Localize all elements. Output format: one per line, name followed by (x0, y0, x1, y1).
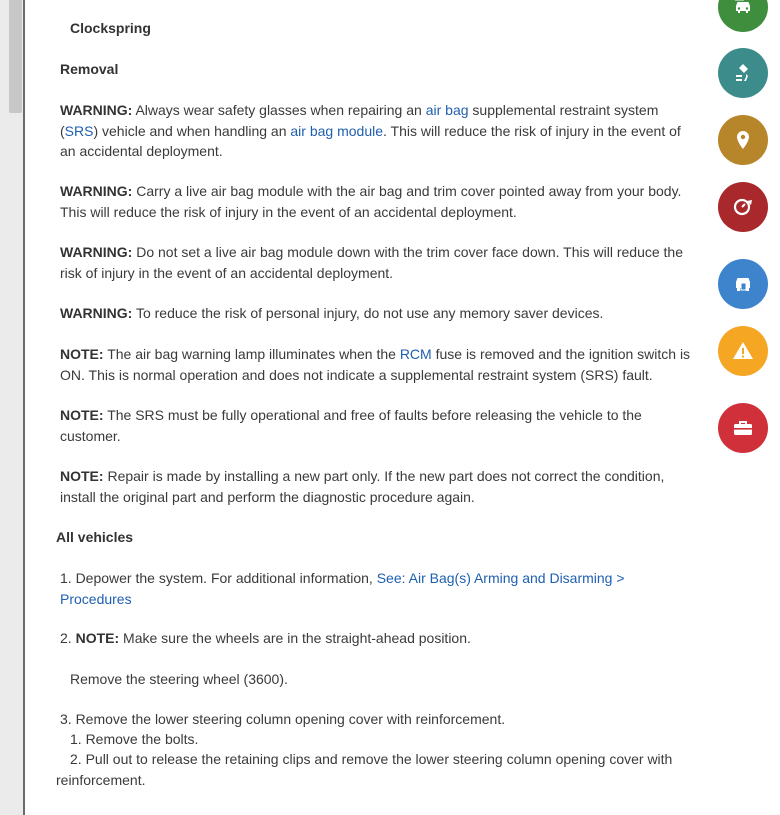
all-vehicles-heading: All vehicles (56, 529, 134, 545)
note-1: NOTE: The air bag warning lamp illuminates when the RCM fuse is removed and the ignition switch is ON. This is normal operation and does not indicate a supplemental restraint system (SRS) fault. (60, 346, 691, 383)
warning-1: WARNING: Always wear safety glasses when repairing an air bag supplemental restraint system (SRS) vehicle and when handling an air bag module. This will reduce the risk of injury in the event of an accidental deployment. (60, 102, 681, 159)
step-2-detail: Remove the steering wheel (3600). (70, 671, 288, 687)
warning-2: WARNING: Carry a live air bag module with the air bag and trim cover pointed away from your body. This will reduce the risk of injury in the event of an accidental deployment. (60, 183, 682, 220)
step-3: 3. Remove the lower steering column opening cover with reinforcement. (60, 711, 506, 727)
vehicle-info-button[interactable] (718, 259, 768, 309)
vehicle-info-icon (731, 272, 755, 296)
location-button[interactable] (718, 115, 768, 165)
warning-button[interactable] (718, 326, 768, 376)
warning-4: WARNING: To reduce the risk of personal injury, do not use any memory saver devices. (60, 305, 604, 321)
content-divider (23, 0, 25, 815)
warning-3: WARNING: Do not set a live air bag module down with the trim cover face down. This will reduce the risk of injury in the event of an accidental deployment. (60, 244, 684, 281)
toolbox-button[interactable] (718, 403, 768, 453)
vehicle-service-button[interactable] (718, 0, 768, 32)
step-3-2: 2. Pull out to release the retaining clips and remove the lower steering column opening cover with reinforcement. (56, 751, 673, 788)
doc-title: Clockspring (70, 20, 151, 36)
air-bag-link[interactable]: air bag (425, 102, 469, 118)
note-3: NOTE: Repair is made by installing a new part only. If the new part does not correct the condition, install the original part and perform the diagnostic procedure again. (60, 468, 665, 505)
location-pin-icon (731, 128, 755, 152)
warning-triangle-icon (731, 339, 755, 363)
vehicle-service-icon (731, 0, 755, 19)
air-bag-module-link[interactable]: air bag module (290, 122, 384, 139)
diagnostic-button[interactable] (718, 182, 768, 232)
toolbox-icon (731, 416, 755, 440)
diagnostic-gauge-icon (731, 195, 755, 219)
scrollbar-track[interactable] (0, 0, 23, 815)
scrollbar-thumb[interactable] (9, 0, 22, 113)
srs-link[interactable]: SRS (64, 122, 94, 139)
step-2: 2. NOTE: Make sure the wheels are in the straight-ahead position. (60, 630, 471, 646)
removal-heading: Removal (60, 61, 119, 77)
note-2: NOTE: The SRS must be fully operational and free of faults before releasing the vehicle to the customer. (60, 407, 642, 444)
component-tools-icon (731, 61, 755, 85)
component-tools-button[interactable] (718, 48, 768, 98)
step-3-1: 1. Remove the bolts. (70, 731, 199, 747)
rcm-link[interactable]: RCM (399, 346, 432, 362)
step-1: 1. Depower the system. For additional information, See: Air Bag(s) Arming and Disarming > Procedures (60, 570, 625, 607)
arming-disarming-link[interactable]: See: Air Bag(s) Arming and Disarming > Procedures (60, 570, 625, 607)
